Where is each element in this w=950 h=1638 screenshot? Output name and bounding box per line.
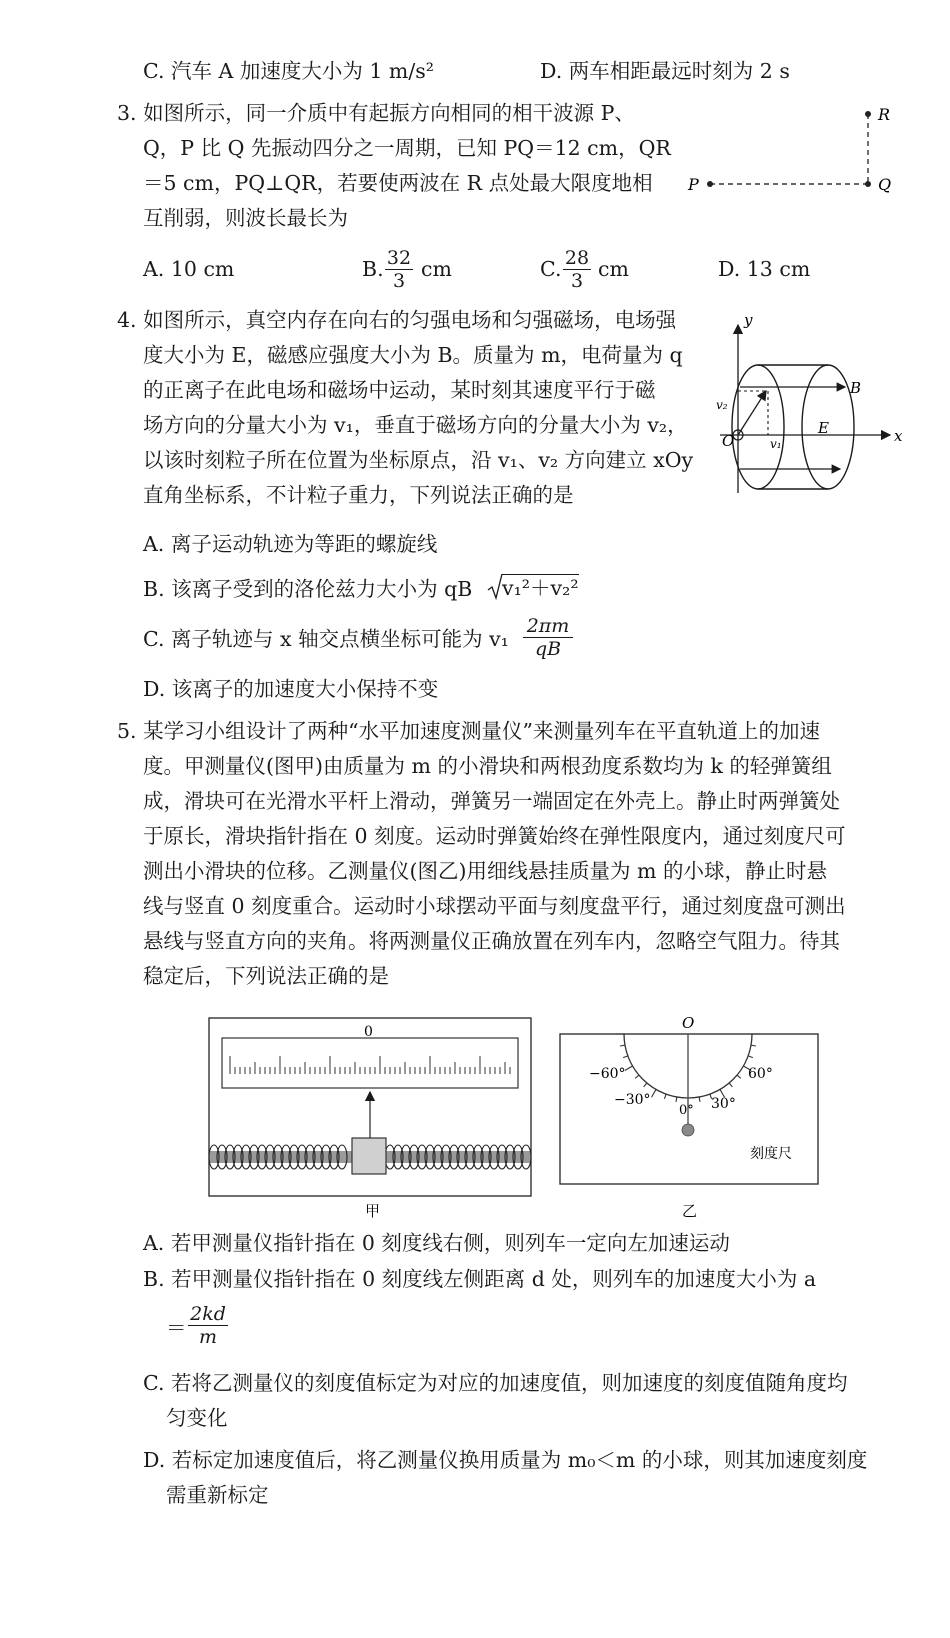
q4-figure-cylinder <box>700 305 905 510</box>
q5-line-1: 5. 某学习小组设计了两种“水平加速度测量仪”来测量列车在平直轨道上的加速 <box>117 719 821 743</box>
q3-option-b-numerator: 32 <box>386 247 412 269</box>
q3-option-a: A. 10 cm <box>143 257 235 281</box>
yi-label-p60: 60° <box>748 1066 773 1082</box>
label-y: y <box>744 311 753 329</box>
yi-caption: 乙 <box>682 1202 698 1220</box>
q5-option-c-line1: C. 若将乙测量仪的刻度值标定为对应的加速度值，则加速度的刻度值随角度均 <box>143 1371 848 1395</box>
yi-ball <box>682 1124 694 1136</box>
q4-line-3: 的正离子在此电场和磁场中运动，某时刻其速度平行于磁 <box>143 378 656 402</box>
q3-option-c-unit: cm <box>598 257 629 281</box>
q5-option-b-numerator: 2kd <box>190 1303 226 1325</box>
q5-line-7: 悬线与竖直方向的夹角。将两测量仪正确放置在列车内，忽略空气阻力。待其 <box>143 929 840 953</box>
velocity-vector <box>738 391 766 435</box>
label-o: O <box>722 432 735 450</box>
label-v2: v₂ <box>716 398 728 412</box>
q3-option-d: D. 13 cm <box>718 257 811 281</box>
q5-option-a: A. 若甲测量仪指针指在 0 刻度线右侧，则列车一定向左加速运动 <box>143 1231 730 1255</box>
q3-option-c-fraction <box>563 247 591 292</box>
figure-jia-spring-meter <box>208 1012 533 1222</box>
q5-line-8: 稳定后，下列说法正确的是 <box>143 964 389 988</box>
point-r <box>865 111 871 117</box>
q5-option-b-line1: B. 若甲测量仪指针指在 0 刻度线左侧距离 d 处，则列车的加速度大小为 a <box>143 1267 817 1291</box>
q2-option-c: C. 汽车 A 加速度大小为 1 m/s² <box>143 59 434 83</box>
q3-option-b-denominator: 3 <box>385 269 413 292</box>
label-x: x <box>894 427 903 445</box>
q5-option-c-line2: 匀变化 <box>166 1406 228 1430</box>
q4-line-6: 直角坐标系，不计粒子重力，下列说法正确的是 <box>143 483 574 507</box>
point-p <box>707 181 713 187</box>
yi-label-zero: 0° <box>679 1103 694 1118</box>
q5-option-b-fraction <box>188 1303 228 1348</box>
label-p: P <box>688 175 699 194</box>
yi-label-m30: −30° <box>614 1092 651 1108</box>
label-b: B <box>850 379 862 397</box>
yi-label-scale: 刻度尺 <box>750 1146 792 1162</box>
q3-option-c-label: C. <box>540 257 562 281</box>
yi-label-m60: −60° <box>589 1066 626 1082</box>
q4-option-a: A. 离子运动轨迹为等距的螺旋线 <box>143 532 438 556</box>
q3-line-3: ＝5 cm，PQ⊥QR，若要使两波在 R 点处最大限度地相 <box>143 171 653 195</box>
q5-option-b-equals: ＝ <box>166 1316 187 1340</box>
q5-option-d-line2: 需重新标定 <box>166 1483 269 1507</box>
label-v1: v₁ <box>770 437 782 451</box>
q4-option-b-root: v₁²＋v₂² <box>502 576 579 600</box>
yi-label-p30: 30° <box>711 1096 736 1112</box>
q5-line-5: 测出小滑块的位移。乙测量仪(图乙)用细线悬挂质量为 m 的小球，静止时悬 <box>143 859 827 883</box>
q5-line-3: 成，滑块可在光滑水平杆上滑动，弹簧另一端固定在外壳上。静止时两弹簧处 <box>143 789 840 813</box>
q5-line-6: 线与竖直 0 刻度重合。运动时小球摆动平面与刻度盘平行，通过刻度盘可测出 <box>143 894 846 918</box>
q3-line-2: Q，P 比 Q 先振动四分之一周期，已知 PQ＝12 cm，QR <box>143 136 671 160</box>
q4-option-d: D. 该离子的加速度大小保持不变 <box>143 677 439 701</box>
q3-option-b-unit: cm <box>421 257 452 281</box>
q3-line-1: 3. 如图所示，同一介质中有起振方向相同的相干波源 P、 <box>117 101 635 125</box>
q3-option-b-fraction <box>385 247 413 292</box>
point-q <box>865 181 871 187</box>
q4-option-c-denominator: qB <box>523 637 573 660</box>
q4-option-b-text: B. 该离子受到的洛伦兹力大小为 qB <box>143 577 473 601</box>
q4-line-1: 4. 如图所示，真空内存在向右的匀强电场和匀强磁场，电场强 <box>117 308 677 332</box>
q3-line-4: 互削弱，则波长最长为 <box>143 206 348 230</box>
q3-option-b-label: B. <box>362 257 384 281</box>
q5-line-2: 度。甲测量仪(图甲)由质量为 m 的小滑块和两根劲度系数均为 k 的轻弹簧组 <box>143 754 832 778</box>
yi-label-o: O <box>682 1014 695 1032</box>
q4-line-5: 以该时刻粒子所在位置为坐标原点，沿 v₁、v₂ 方向建立 xOy <box>143 448 694 472</box>
jia-caption: 甲 <box>365 1202 381 1220</box>
q4-line-4: 场方向的分量大小为 v₁，垂直于磁场方向的分量大小为 v₂， <box>143 413 688 437</box>
q4-line-2: 度大小为 E，磁感应强度大小为 B。质量为 m，电荷量为 q <box>143 343 683 367</box>
q2-option-d: D. 两车相距最远时刻为 2 s <box>540 59 790 83</box>
q4-option-c-text: C. 离子轨迹与 x 轴交点横坐标可能为 v₁ <box>143 627 509 651</box>
q3-figure-pqr <box>680 98 900 198</box>
jia-zero-label: 0 <box>364 1024 373 1040</box>
q5-line-4: 于原长，滑块指针指在 0 刻度。运动时弹簧始终在弹性限度内，通过刻度尺可 <box>143 824 846 848</box>
label-e: E <box>818 419 829 437</box>
q5-option-b-denominator: m <box>188 1325 228 1348</box>
label-q: Q <box>878 175 892 194</box>
q5-option-d-line1: D. 若标定加速度值后，将乙测量仪换用质量为 m₀＜m 的小球，则其加速度刻度 <box>143 1448 868 1472</box>
jia-slider-block <box>352 1138 386 1174</box>
q3-option-c-numerator: 28 <box>564 247 590 269</box>
figure-yi-pendulum-meter <box>556 1012 826 1222</box>
q4-option-c-fraction <box>523 615 573 660</box>
label-r: R <box>878 105 891 124</box>
sqrt-sign <box>487 572 503 602</box>
cylinder-left-end <box>732 365 784 489</box>
q4-option-c-numerator: 2πm <box>526 615 570 637</box>
q3-option-c-denominator: 3 <box>563 269 591 292</box>
